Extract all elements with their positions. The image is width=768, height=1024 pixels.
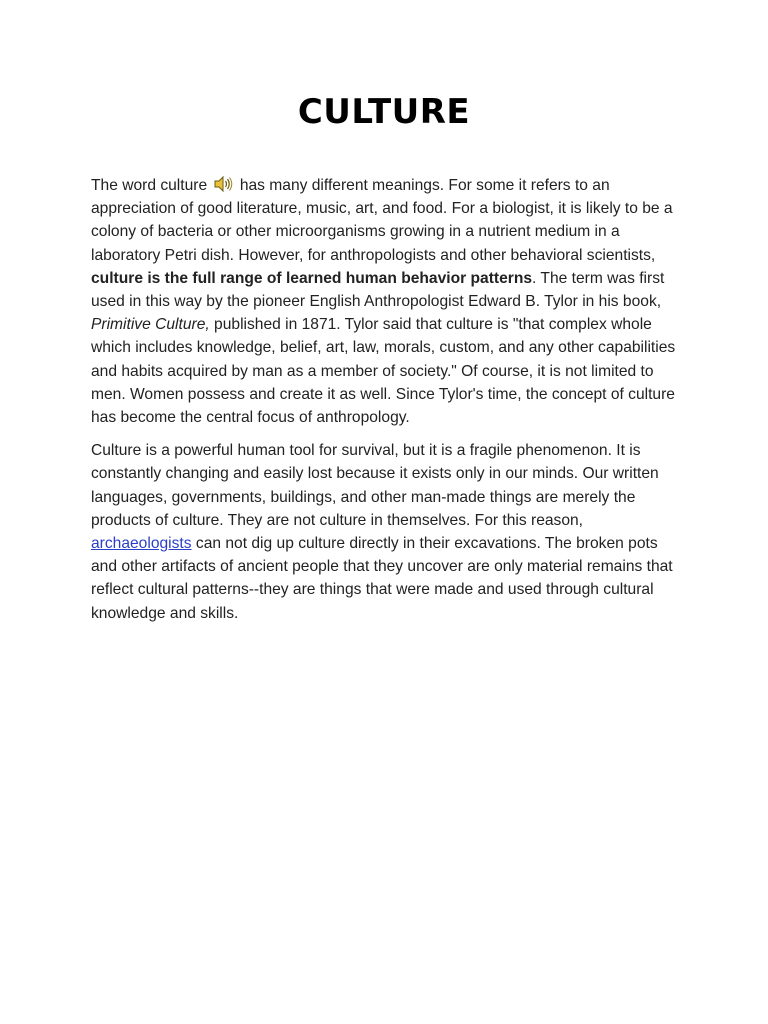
archaeologists-link[interactable]: archaeologists <box>91 535 192 553</box>
paragraph-2-text-a: Culture is a powerful human tool for survival, but it is a fragile phenomenon. It is constantly changing and easily lost because it exists only in our minds. Our written languages, governments, buildings, and other man-made things are merely the products of culture. They are not culture in themselves. For this reason, <box>91 442 659 529</box>
paragraph-1-text-b: has many different meanings. For some it refers to an appreciation of good literature, music, art, and food. For a biologist, it is likely to be a colony of bacteria or other microorganisms growing in a nutrient medium in a laboratory Petri dish. However, for anthropologists and other behavioral scientists, <box>91 177 673 264</box>
paragraph-1-text-c: . The term was first used in this way by the pioneer English Anthropologist Edward B. Tylor in his book, <box>91 269 665 311</box>
paragraph-1 <box>91 174 683 429</box>
paragraph-2 <box>91 439 683 625</box>
document-body <box>91 174 683 635</box>
speaker-icon[interactable] <box>213 176 233 192</box>
book-title-italic: Primitive Culture, <box>91 316 210 334</box>
paragraph-1-bold-text: culture is the full range of learned human behavior patterns <box>91 269 533 287</box>
paragraph-1-text-a: The word culture <box>91 177 208 194</box>
paragraph-1-text-d: published in 1871. Tylor said that culture is "that complex whole which includes knowledge, belief, art, law, morals, custom, and any other capabilities and habits acquired by man as a member of society." Of course, it is not limited to men. Women possess and create it as well. Since Tylor's time, the concept of culture has become the central focus of anthropology. <box>91 316 676 427</box>
page-title: CULTURE <box>297 92 471 132</box>
paragraph-2-text-b: can not dig up culture directly in their excavations. The broken pots and other artifacts of ancient people that they uncover are only material remains that reflect cultural patterns--they are things that were made and used through cultural knowledge and skills. <box>91 535 673 622</box>
